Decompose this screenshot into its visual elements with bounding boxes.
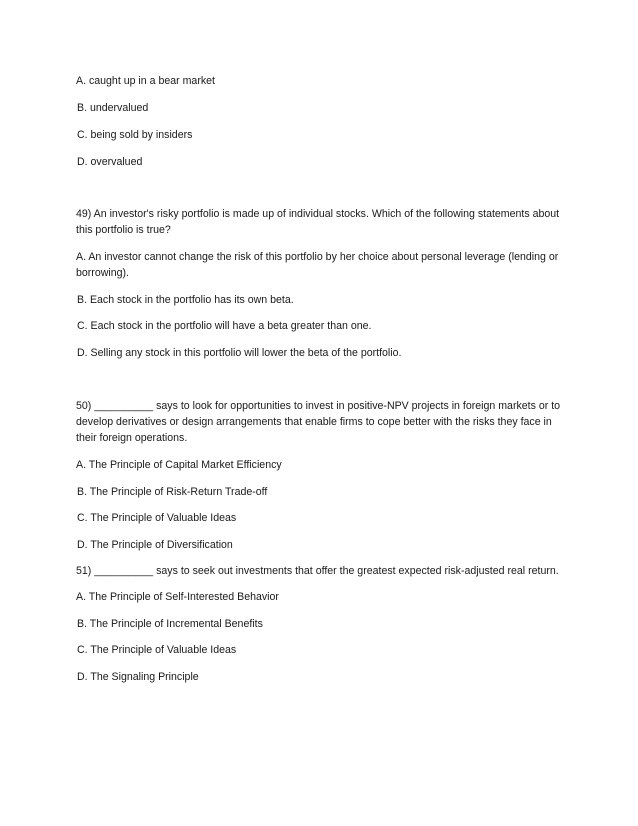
q48-option-d: D. overvalued xyxy=(77,156,143,168)
q51-option-d: D. The Signaling Principle xyxy=(77,671,199,683)
q50-option-c: C. The Principle of Valuable Ideas xyxy=(77,512,237,524)
q50-option-a: A. The Principle of Capital Market Efficiency xyxy=(76,459,282,471)
q51-question: 51) __________ says to seek out investments that offer the greatest expected risk-adjusted real return. xyxy=(76,565,559,577)
q49-option-a: A. An investor cannot change the risk of this portfolio by her choice about personal leverage (lending or borrowing). xyxy=(76,251,559,279)
q49-option-c: C. Each stock in the portfolio will have a beta greater than one. xyxy=(77,320,372,332)
q49-question: 49) An investor's risky portfolio is made up of individual stocks. Which of the following statements about this portfolio is true? xyxy=(76,208,560,236)
q51-option-a: A. The Principle of Self-Interested Behavior xyxy=(76,591,279,603)
q50-option-d: D. The Principle of Diversification xyxy=(77,539,233,551)
q48-option-a: A. caught up in a bear market xyxy=(76,75,215,87)
q51-option-b: B. The Principle of Incremental Benefits xyxy=(77,618,263,630)
q50-option-b: B. The Principle of Risk-Return Trade-off xyxy=(77,486,268,498)
q49-option-d: D. Selling any stock in this portfolio will lower the beta of the portfolio. xyxy=(77,347,402,359)
q50-question: 50) __________ says to look for opportunities to invest in positive-NPV projects in foreign markets or to develop derivatives or design arrangements that enable firms to cope better with the risks they face in their foreign operations. xyxy=(76,400,561,444)
q51-option-c: C. The Principle of Valuable Ideas xyxy=(77,644,237,656)
q48-option-b: B. undervalued xyxy=(77,102,149,114)
q48-option-c: C. being sold by insiders xyxy=(77,129,193,141)
q49-option-b: B. Each stock in the portfolio has its own beta. xyxy=(77,294,294,306)
